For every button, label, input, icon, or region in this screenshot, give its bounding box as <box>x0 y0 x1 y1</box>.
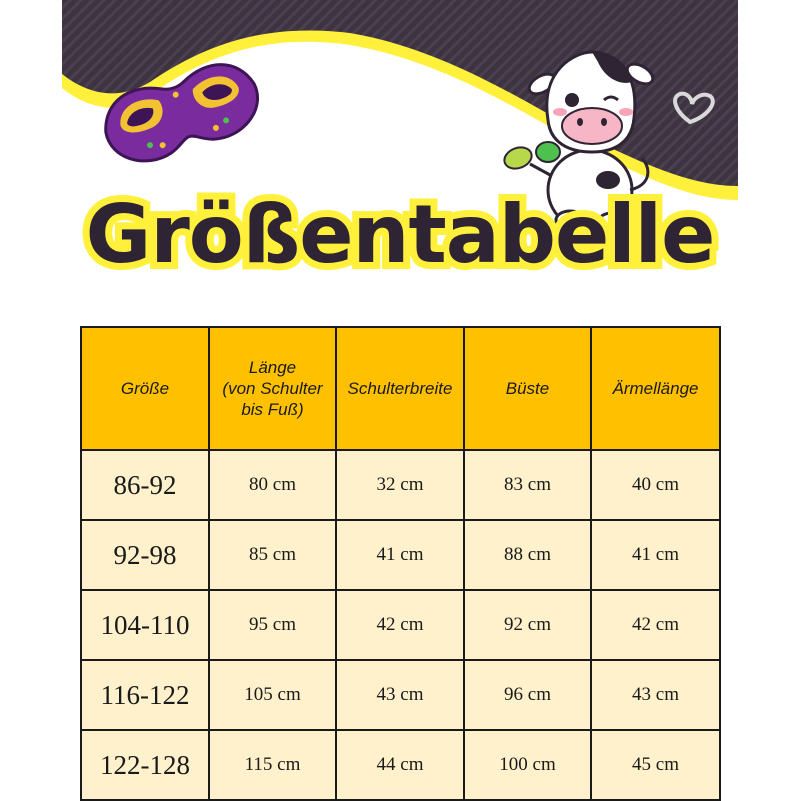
cell-size: 116-122 <box>81 660 209 730</box>
cell-shoulder-width: 43 cm <box>336 660 464 730</box>
cell-sleeve-length: 42 cm <box>591 590 720 660</box>
cell-size: 86-92 <box>81 450 209 520</box>
table-row <box>81 450 720 520</box>
cell-size: 104-110 <box>81 590 209 660</box>
cell-length: 95 cm <box>209 590 336 660</box>
table-row <box>81 660 720 730</box>
cell-shoulder-width: 32 cm <box>336 450 464 520</box>
cell-length: 115 cm <box>209 730 336 800</box>
cell-length: 85 cm <box>209 520 336 590</box>
table-row <box>81 520 720 590</box>
cell-size: 92-98 <box>81 520 209 590</box>
size-chart-table <box>80 326 721 801</box>
cell-sleeve-length: 43 cm <box>591 660 720 730</box>
header-length: Länge (von Schulter bis Fuß) <box>209 327 336 450</box>
cell-length: 105 cm <box>209 660 336 730</box>
header-sleeve-length: Ärmellänge <box>591 327 720 450</box>
cell-size: 122-128 <box>81 730 209 800</box>
cell-bust: 92 cm <box>464 590 591 660</box>
table-row <box>81 590 720 660</box>
header-bust: Büste <box>464 327 591 450</box>
table-row <box>81 730 720 800</box>
cell-sleeve-length: 40 cm <box>591 450 720 520</box>
cell-bust: 83 cm <box>464 450 591 520</box>
page-title: Größentabelle <box>85 188 715 281</box>
cell-sleeve-length: 41 cm <box>591 520 720 590</box>
header-shoulder-width: Schulterbreite <box>336 327 464 450</box>
cell-shoulder-width: 42 cm <box>336 590 464 660</box>
cell-shoulder-width: 41 cm <box>336 520 464 590</box>
maracas-icon <box>501 142 560 176</box>
header-size: Größe <box>81 327 209 450</box>
cell-bust: 96 cm <box>464 660 591 730</box>
cell-bust: 100 cm <box>464 730 591 800</box>
table-header-row <box>81 327 720 450</box>
cell-shoulder-width: 44 cm <box>336 730 464 800</box>
cell-length: 80 cm <box>209 450 336 520</box>
cell-bust: 88 cm <box>464 520 591 590</box>
cell-sleeve-length: 45 cm <box>591 730 720 800</box>
